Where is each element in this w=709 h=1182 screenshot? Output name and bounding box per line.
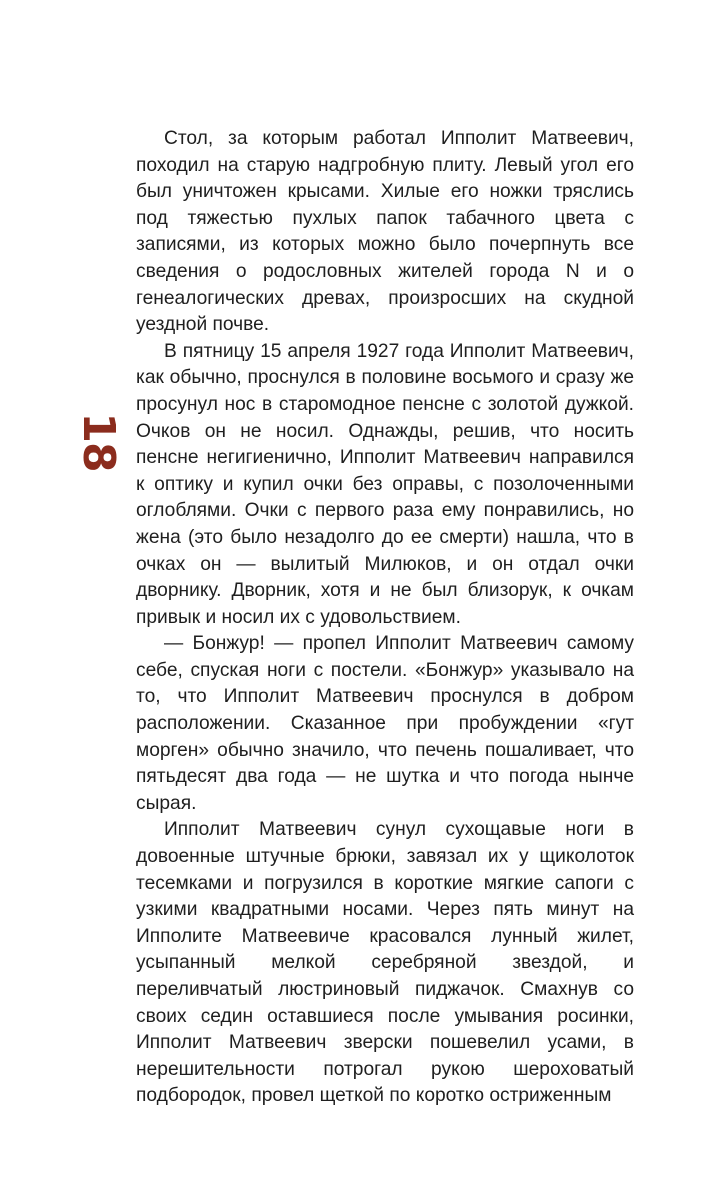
page-number: 18	[73, 412, 124, 472]
paragraph-2: В пятницу 15 апреля 1927 года Ипполит Матвеевич, как обычно, проснулся в половине восьмого и сразу же просунул нос в старомодное пенсне с золотой дужкой. Очков он не носил. Однажды, решив, что носить пенсне негигиенично, Ипполит Матвеевич направился к оптику и купил очки без оправы, с позолоченными оглоблями. Очки с первого раза ему понравились, но жена (это было незадолго до ее смерти) нашла, что в очках он — вылитый Милюков, и он отдал очки дворнику. Дворник, хотя и не был близорук, к очкам привык и носил их с удовольствием.	[136, 340, 634, 628]
paragraph-3: — Бонжур! — пропел Ипполит Матвеевич самому себе, спуская ноги с постели. «Бонжур» указывало на то, что Ипполит Матвеевич проснулся в добром расположении. Сказанное при пробуждении «гут морген» обычно значило, что печень пошаливает, что пятьдесят два года — не шутка и что погода нынче сырая.	[136, 633, 634, 814]
body-text	[136, 126, 634, 1110]
paragraph-1: Стол, за которым работал Ипполит Матвеевич, походил на старую надгробную плиту. Левый угол его был уничтожен крысами. Хилые его ножки тряслись под тяжестью пухлых папок табачного цвета с записями, из которых можно было почерпнуть все сведения о родословных жителей города N и о генеалогических древах, произросших на скудной уездной почве.	[136, 128, 634, 336]
paragraph-4: Ипполит Матвеевич сунул сухощавые ноги в довоенные штучные брюки, завязал их у щиколоток тесемками и погрузился в короткие мягкие сапоги с узкими квадратными носами. Через пять минут на Ипполите Матвеевиче красовался лунный жилет, усыпанный мелкой серебряной звездой, и переливчатый люстриновый пиджачок. Смахнув со своих седин оставшиеся после умывания росинки, Ипполит Матвеевич зверски пошевелил усами, в нерешительности потрогал рукою шероховатый подбородок, провел щеткой по коротко остриженным	[136, 819, 634, 1107]
